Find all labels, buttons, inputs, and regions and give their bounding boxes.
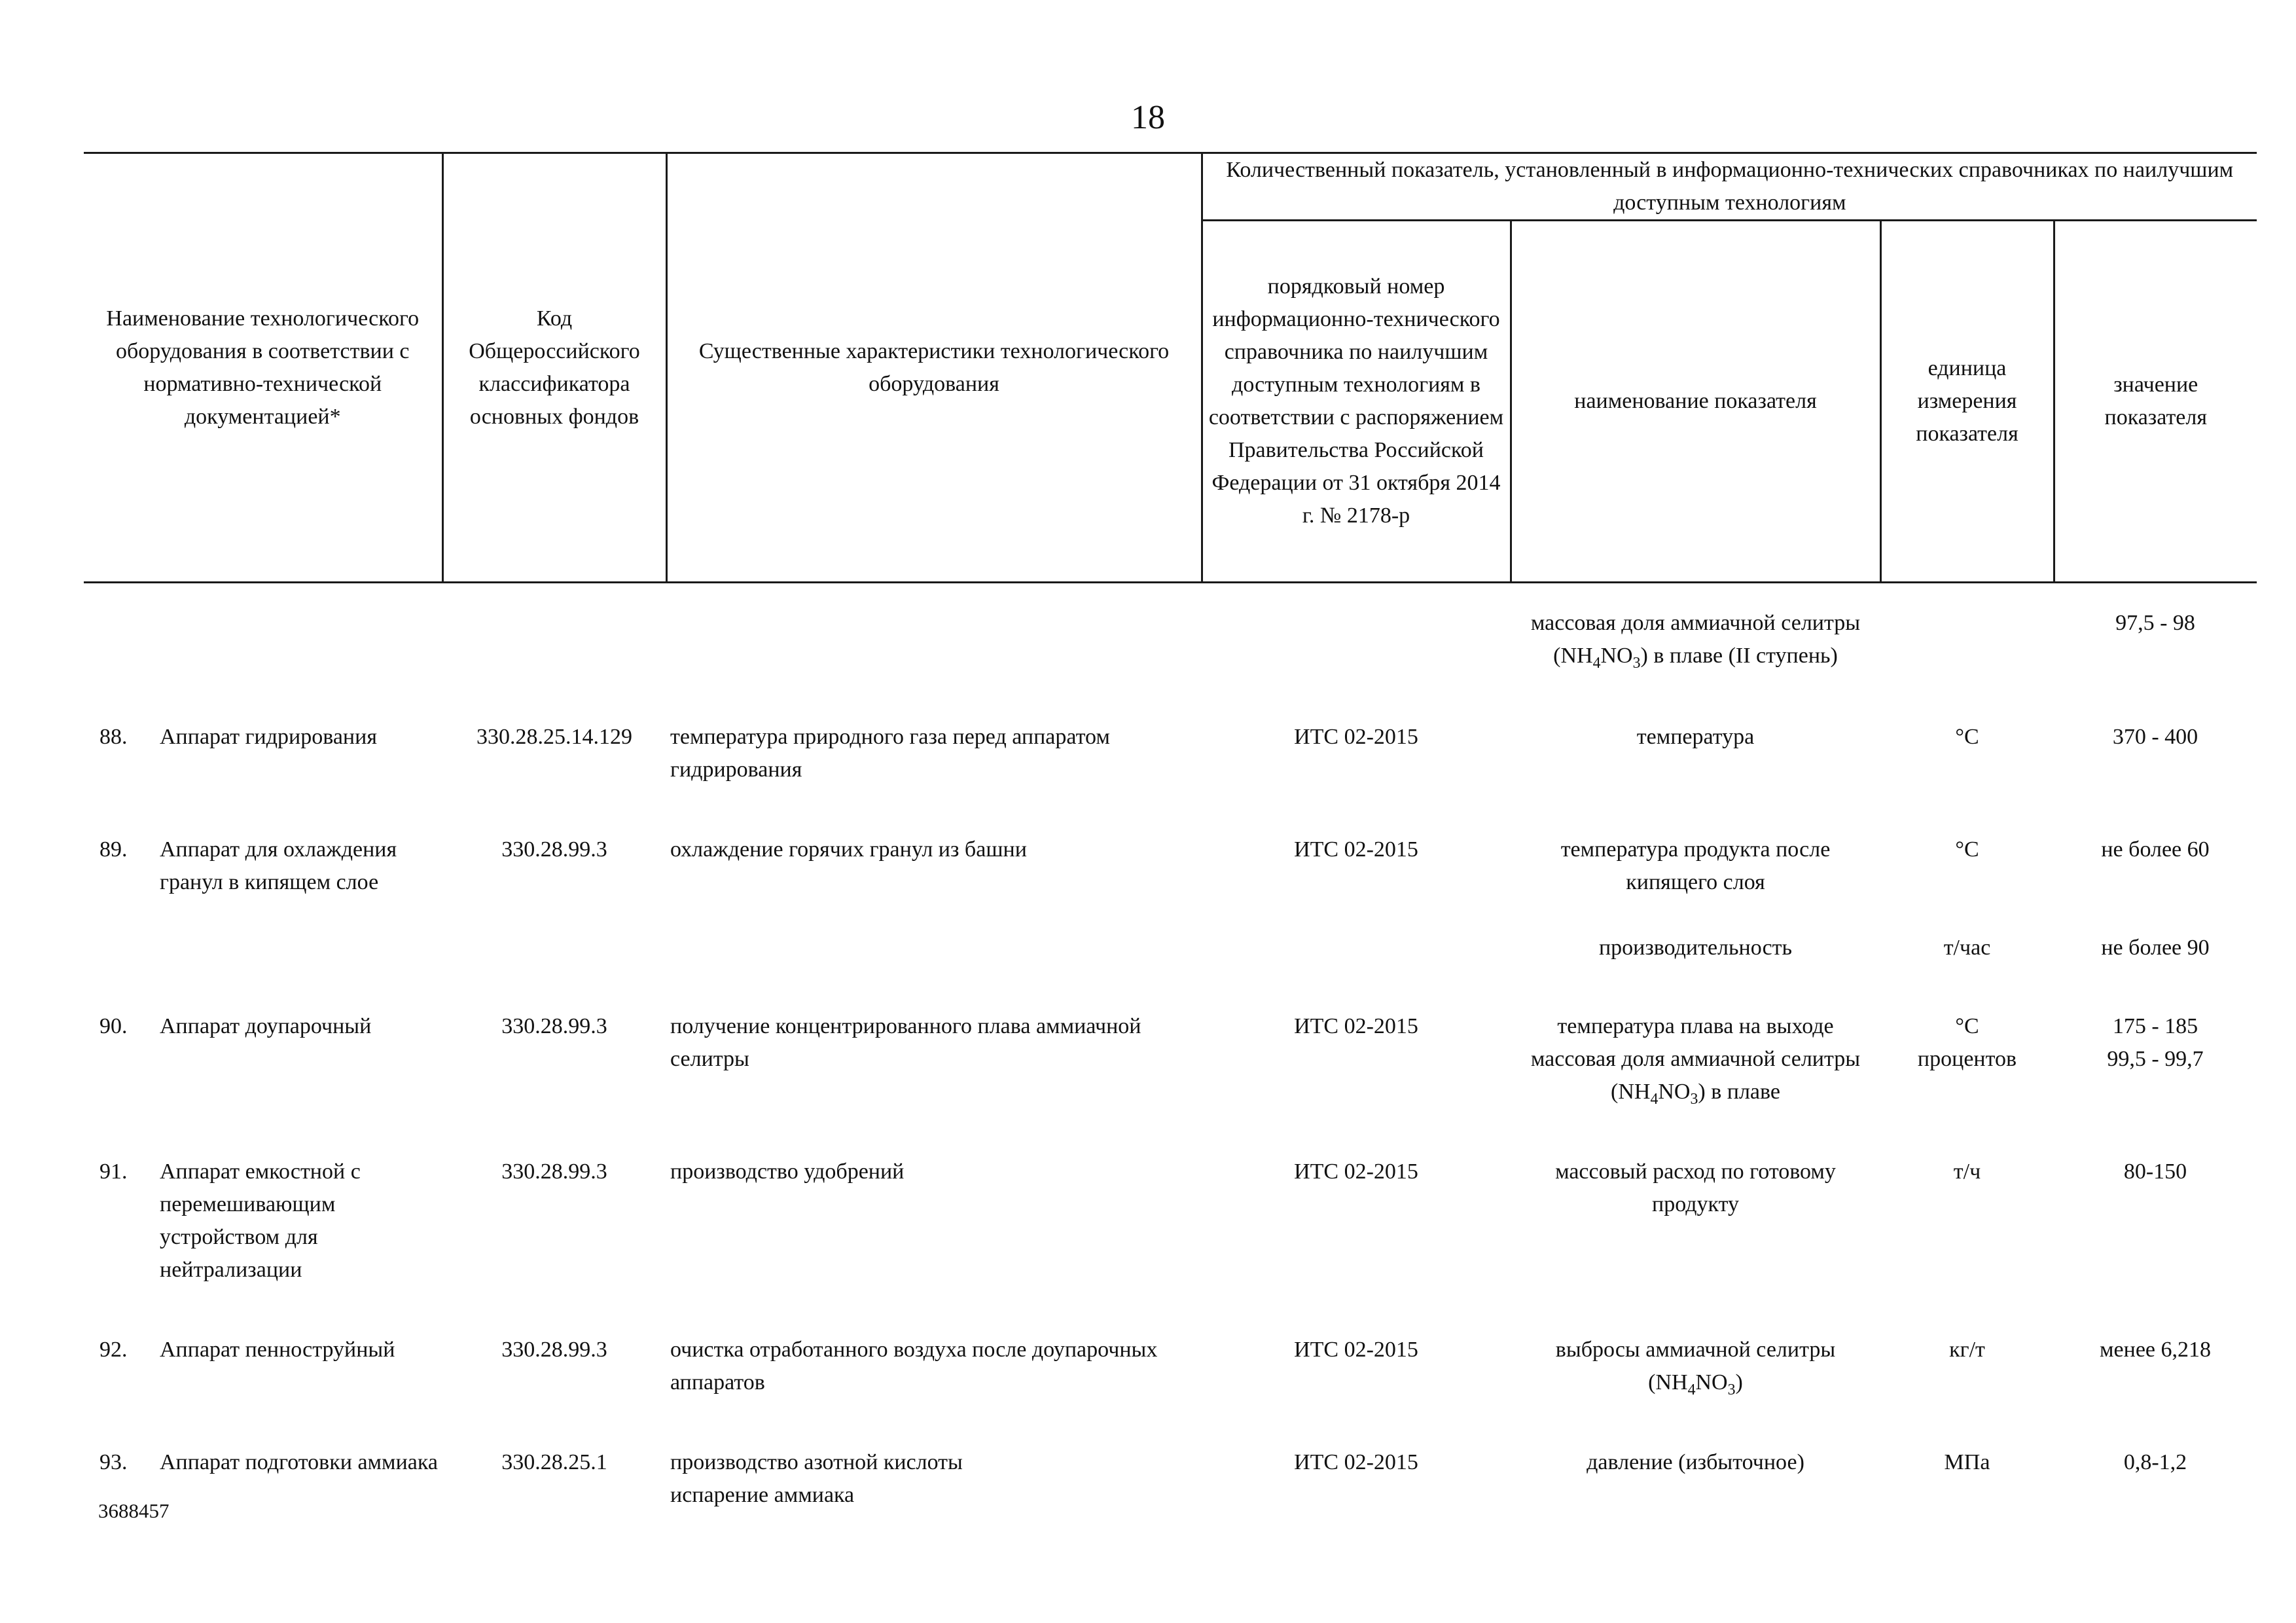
indicator-name: температура плава на выходе массовая доля аммиачной селитры $(NH_4NO_3)$ в плаве — [1530, 1014, 1861, 1108]
indicator-unit: т/час — [1943, 936, 1991, 960]
equipment-name: Аппарат подготовки аммиака — [160, 1450, 438, 1474]
characteristics: температура природного газа перед аппаратом гидрирования — [670, 725, 1110, 782]
characteristics: производство удобрений — [670, 1159, 905, 1184]
row-number: 89. — [99, 837, 128, 862]
header-reference-number: порядковый номер информационно-технического справочника по наилучшим доступным технологиям в соответствии с распоряжением Правительства Российской Федерации от 31 октября 2014 г. № 2178-р — [1202, 221, 1511, 583]
reference-number: ИТС 02-2015 — [1294, 1450, 1418, 1474]
indicator-value: не более 90 — [2101, 936, 2210, 960]
indicator-name: производительность — [1598, 936, 1793, 960]
table-row-89-sub — [84, 932, 2257, 996]
indicator-unit: °С процентов — [1917, 1014, 2017, 1071]
indicator-value: 175 - 185 99,5 - 99,7 — [2107, 1014, 2204, 1071]
table-row-88 — [84, 706, 2257, 819]
header-unit: единица измерения показателя — [1880, 221, 2054, 583]
indicator-name: массовый расход по готовому продукту — [1555, 1159, 1836, 1216]
document-id: 3688457 — [98, 1499, 170, 1522]
equipment-table — [84, 152, 2257, 1544]
indicator-name: массовая доля аммиачной селитры $(NH_4NO_3)$ в плаве (II ступень) — [1530, 611, 1861, 672]
row-number: 90. — [99, 1014, 128, 1038]
reference-number: ИТС 02-2015 — [1294, 1014, 1418, 1038]
table-body — [84, 583, 2257, 1545]
indicator-value: 97,5 - 98 — [2115, 611, 2195, 635]
row-number: 91. — [99, 1159, 128, 1184]
classifier-code: 330.28.99.3 — [501, 1014, 607, 1038]
table-header — [84, 153, 2257, 583]
equipment-name: Аппарат емкостной с перемешивающим устройством для нейтрализации — [160, 1159, 361, 1282]
indicator-unit: °С — [1955, 837, 1979, 862]
header-value: значение показателя — [2054, 221, 2257, 583]
header-quantitative-indicator-group: Количественный показатель, установленный в информационно-технических справочниках по наилучшим доступным технологиям — [1202, 153, 2257, 221]
indicator-unit: МПа — [1944, 1450, 1990, 1474]
classifier-code: 330.28.25.1 — [501, 1450, 607, 1474]
table-row-92 — [84, 1319, 2257, 1432]
indicator-value: не более 60 — [2101, 837, 2210, 862]
equipment-name: Аппарат доупарочный — [160, 1014, 372, 1038]
header-indicator-name: наименование показателя — [1511, 221, 1880, 583]
classifier-code: 330.28.99.3 — [501, 837, 607, 862]
classifier-code: 330.28.25.14.129 — [476, 725, 632, 749]
characteristics: охлаждение горячих гранул из башни — [670, 837, 1027, 862]
indicator-value: менее 6,218 — [2100, 1338, 2211, 1362]
table-row-93 — [84, 1432, 2257, 1544]
characteristics: получение концентрированного плава аммиачной селитры — [670, 1014, 1141, 1071]
indicator-value: 80-150 — [2123, 1159, 2187, 1184]
table-row-89 — [84, 819, 2257, 932]
indicator-value: 370 - 400 — [2112, 725, 2198, 749]
table-row-continuation — [84, 583, 2257, 707]
characteristics: производство азотной кислоты испарение аммиака — [670, 1450, 963, 1507]
row-number: 93. — [99, 1450, 128, 1474]
equipment-name: Аппарат пенноструйный — [160, 1338, 395, 1362]
classifier-code: 330.28.99.3 — [501, 1338, 607, 1362]
indicator-name: температура продукта после кипящего слоя — [1560, 837, 1831, 894]
reference-number: ИТС 02-2015 — [1294, 725, 1418, 749]
reference-number: ИТС 02-2015 — [1294, 837, 1418, 862]
indicator-unit: °С — [1955, 725, 1979, 749]
characteristics: очистка отработанного воздуха после доупарочных аппаратов — [670, 1338, 1158, 1395]
classifier-code: 330.28.99.3 — [501, 1159, 607, 1184]
row-number: 88. — [99, 725, 128, 749]
row-number: 92. — [99, 1338, 128, 1362]
page-number: 18 — [1131, 99, 1165, 136]
reference-number: ИТС 02-2015 — [1294, 1159, 1418, 1184]
reference-number: ИТС 02-2015 — [1294, 1338, 1418, 1362]
indicator-unit: т/ч — [1953, 1159, 1981, 1184]
header-equipment-name: Наименование технологического оборудования в соответствии с нормативно-технической документацией* — [84, 153, 442, 583]
indicator-name: выбросы аммиачной селитры $(NH_4NO_3)$ — [1555, 1338, 1836, 1398]
indicator-name: давление (избыточное) — [1587, 1450, 1804, 1474]
indicator-name: температура — [1636, 725, 1755, 749]
header-classifier-code: Код Общероссийского классификатора основных фондов — [442, 153, 666, 583]
indicator-unit: кг/т — [1949, 1338, 1985, 1362]
header-characteristics: Существенные характеристики технологического оборудования — [666, 153, 1202, 583]
equipment-name: Аппарат для охлаждения гранул в кипящем слое — [160, 837, 397, 894]
equipment-name: Аппарат гидрирования — [160, 725, 377, 749]
indicator-value: 0,8-1,2 — [2123, 1450, 2187, 1474]
table-row-90 — [84, 996, 2257, 1141]
table-row-91 — [84, 1141, 2257, 1319]
